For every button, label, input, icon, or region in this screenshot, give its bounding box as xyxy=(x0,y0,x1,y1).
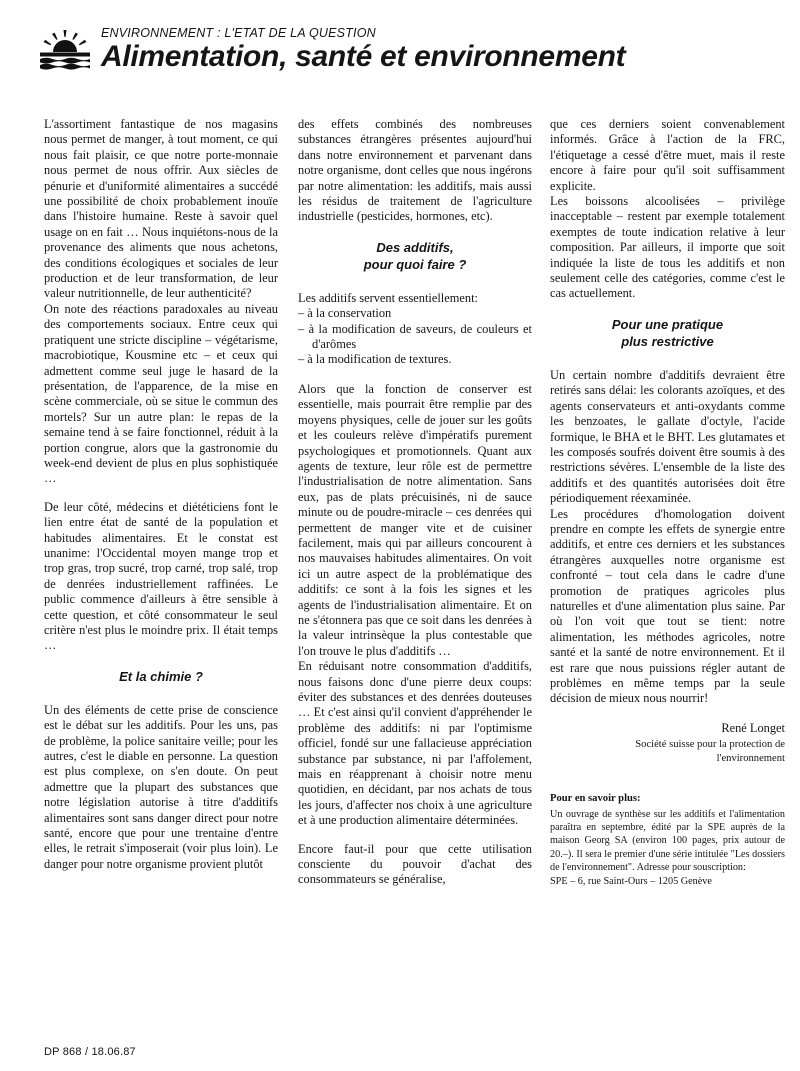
paragraph: De leur côté, médecins et diététiciens font le lien entre état de santé de la population et habitudes alimentaires. Et le constat est unanime: l'Occidental moyen mange trop et trop gras, trop sucré, trop carné, trop salé, trop de denrées industriellement raffinées. Le public commence d'ailleurs à être sensible à cette question, et côté consommateur le seul critère n'est plus le moindre prix. Il était temps … xyxy=(44,499,278,653)
column-2 xyxy=(298,117,532,901)
further-reading-heading: Pour en savoir plus: xyxy=(550,793,641,805)
further-reading-address: SPE – 6, rue Saint-Ours – 1205 Genève xyxy=(550,875,712,887)
paragraph: Un certain nombre d'additifs devraient être retirés sans délai: les colorants azoïques, et des agents conservateurs et anti-oxydants comme les benzoates, le gallate d'octyle, l'acide formique, le BHA et le BHT. Les glutamates et les composés soufrés doivent être soumis à des restrictions sévères. L'ensemble de la liste des additifs et des quantités autorisées doit être périodiquement réexaminée. xyxy=(550,367,785,506)
list-item: – à la conservation xyxy=(298,306,392,321)
list-item: – à la modification de saveurs, de couleurs et d'arômes xyxy=(298,321,532,352)
paragraph: que ces derniers soient convenablement informés. Grâce à l'action de la FRC, l'étiquetage a cessé d'être muet, mais il reste encore à faire pour qu'il soit suffisamment explicite. xyxy=(550,117,785,193)
further-reading-box xyxy=(550,792,785,888)
paragraph: L'assortiment fantastique de nos magasins nous permet de manger, à tout moment, ce qui nous fait plaisir, ce que notre porte-monnaie nous permet de nous offrir. Aux siècles de pénurie et d'uniformité alimentaires a succédé une possibilité de choix probablement inouïe dans l'histoire humaine. Reste à savoir quel usage on en fait … Nous inquiétons-nous de la provenance des aliments que nous achetons, des conditions écologiques et sociales de leur production et de leur transformation, de leur valeur nutritionnelle, de leur authenticité? xyxy=(44,117,278,301)
subheading: Et la chimie ? xyxy=(119,668,203,684)
author-name: René Longet xyxy=(721,720,785,735)
list-intro: Les additifs servent essentiellement: xyxy=(298,290,478,305)
paragraph: Un des éléments de cette prise de conscience est le débat sur les additifs. Pour les uns, pas de problème, la police sanitaire veille; pour les autres, c'est le diable en personne. La question est plus complexe, on s'en doute. On peut admettre que la plupart des substances que notre législation autorise à titre d'additifs alimentaires sont sans danger direct pour notre santé, encore que pour une trentaine d'entre elles, le retrait s'imposerait (voir plus loin). Le danger pour notre organisme provient plutôt xyxy=(44,702,278,871)
sun-over-waves-icon xyxy=(40,28,90,70)
subheading: Pour une pratique plus restrictive xyxy=(611,316,724,349)
section-kicker: ENVIRONNEMENT : L'ETAT DE LA QUESTION xyxy=(101,26,376,40)
column-3 xyxy=(550,117,785,888)
author-affiliation: Société suisse pour la protection de l'environnement xyxy=(635,739,785,765)
paragraph: Les procédures d'homologation doivent prendre en compte les effets de synergie entre additifs, et entre ces derniers et les substances étrangères auxquelles notre organisme est confronté – tout cela dans le cadre d'une promotion de pratiques agricoles plus naturelles et d'une alimentation plus saine. Par où l'on voit que tout se tient: notre alimentation, les méthodes agricoles, notre santé et la santé de notre environnement. Et il est rare que nous puissions régler autant de problèmes en même temps par la seule décision de mieux nous nourrir! xyxy=(550,506,785,706)
paragraph: Alors que la fonction de conserver est essentielle, mais pourrait être remplie par des moyens physiques, celle de jouer sur les goûts et les couleurs relève d'impératifs purement psychologiques et promotionnels. Quant aux agents de texture, leur rôle est de permettre l'industrialisation de notre alimentation. Sans eux, pas de plats précuisinés, ni de sauce minute ou de poudre-miracle – ces denrées qui permettent de manger vite et de cuisiner facilement, mais qui par ailleurs concourent à nos mauvaises habitudes alimentaires. On voit ici un autre aspect de la problématique des additifs: ce sont à la fois les signes et les agents de l'industrialisation alimentaire. Et on ne s'étonnera pas que ce soit dans les denrées à la valeur intrinsèque la plus contestable que l'on trouve le plus d'additifs … xyxy=(298,381,532,658)
paragraph: On note des réactions paradoxales au niveau des comportements sociaux. Entre ceux qui pratiquent une stricte discipline – végétarisme, macrobiotique, Kousmine etc – et ceux qui admettent comme seul juge le hasard de la présentation, de l'apparence, de la mise en scène commerciale, où se situe le commun des mortels? Sur un autre plan: le repas de la semaine tend à se faire fonctionnel, réduit à la portion congrue, alors que la gastronomie du week-end devient de plus en plus sophistiquée … xyxy=(44,301,278,486)
list-item: – à la modification de textures. xyxy=(298,352,452,367)
paragraph: des effets combinés des nombreuses substances étrangères présentes aujourd'hui dans notre environnement et parvenant dans notre organisme, dont celles que nous ingérons par notre alimentation: les additifs, mais aussi les résidus de traitement de l'agriculture industrielle (pesticides, hormones, etc). xyxy=(298,117,532,224)
paragraph: Les boissons alcoolisées – privilège inacceptable – restent par exemple totalement exemptes de toute indication relative à leur composition. Par ailleurs, il importe que soit indiquée la liste de tous les additifs et non seulement celle des catégories, comme c'est le cas actuellement. xyxy=(550,194,785,301)
paragraph: Encore faut-il pour que cette utilisation consciente du pouvoir d'achat des consommateurs se généralise, xyxy=(298,841,532,887)
subheading: Des additifs, pour quoi faire ? xyxy=(363,239,467,272)
paragraph: En réduisant notre consommation d'additifs, nous faisons donc d'une pierre deux coups: éviter des substances et des denrées douteuses … Et c'est ainsi qu'il convient d'appréhender le problème des additifs: ni par l'optimisme officiel, fondé sur une fallacieuse appréciation substance par substance, ni par l'affolement, mais en réapprenant à choisir notre menu quotidien, en décidant, par nos achats de tous les jours, d'affecter nos choix à une agriculture et à une production alimentaire déterminées. xyxy=(298,659,532,828)
additive-uses-list xyxy=(298,306,532,368)
article-title: Alimentation, santé et environnement xyxy=(101,40,626,73)
further-reading-text: Un ouvrage de synthèse sur les additifs et l'alimentation paraîtra en septembre, édité par la SPE auprès de la maison Georg SA (environ 100 pages, prix autour de 20.–). Il sera le premier d'une série intitulée "Les dossiers de l'environnement". Adresse pour souscription: xyxy=(550,808,785,874)
column-1 xyxy=(44,117,278,885)
page-footer-reference: DP 868 / 18.06.87 xyxy=(44,1046,136,1058)
